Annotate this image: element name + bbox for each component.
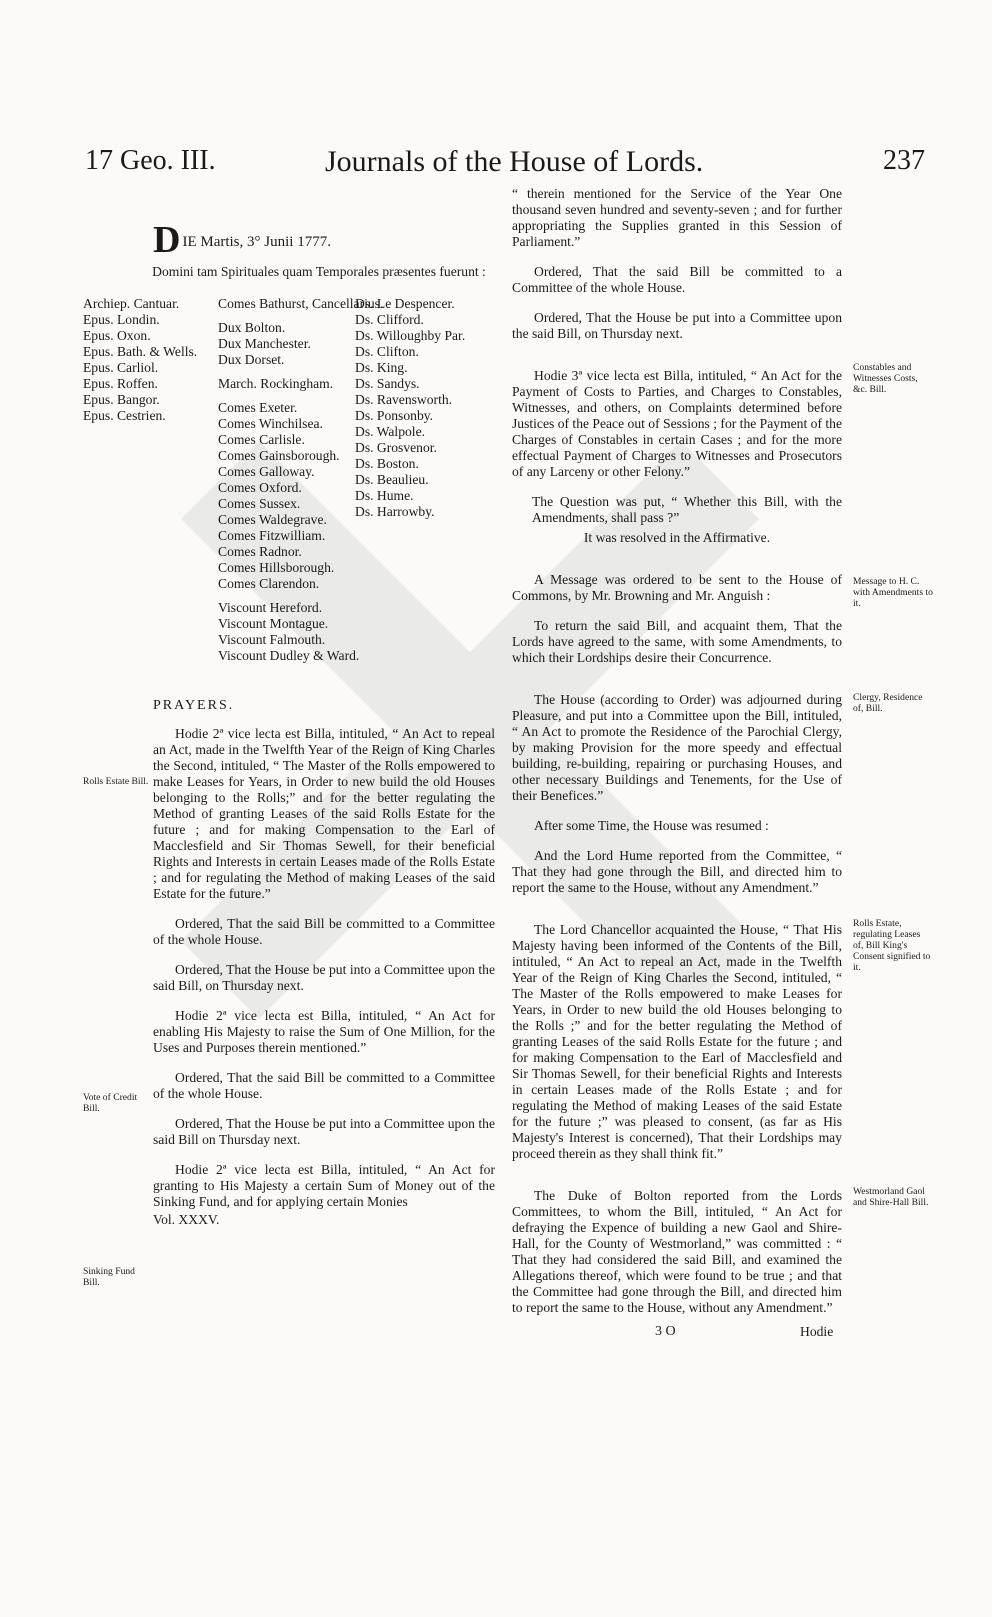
lord-name: Ds. Clifton. [355, 344, 419, 359]
catchword: Hodie [800, 1324, 834, 1339]
lord-name: Epus. Roffen. [83, 376, 158, 391]
credit-bill-entry: Hodie 2ª vice lecta est Billa, intituled, “ An Act for enabling His Majesty to raise the Sum of One Million, for the Uses and Purposes therein mentioned.” [153, 1008, 495, 1055]
margin-rolls-consent: Rolls Estate, regulating Leases of, Bill King's Consent signified to it. [853, 918, 931, 973]
lord-name: Comes Carlisle. [218, 432, 305, 447]
margin-constables: Constables and Witnesses Costs, &c. Bill. [853, 362, 918, 395]
lord-name: Ds. King. [355, 360, 408, 375]
constables-bill-entry: Hodie 3ª vice lecta est Billa, intituled, “ An Act for the Payment of Costs to Parties, and Charges to Constables, Witnesses, and others, on Complaints determined before Justices of the Peace out of Sessions ; for the Payment of the Charges of Constables in certain Cases ; and for the more effectual Payment of Charges to Witnesses and Prosecutors of any Larceny or other Felony.” [512, 368, 842, 479]
margin-rolls: Rolls Estate Bill. [83, 776, 149, 787]
lord-name: Epus. Bath. & Wells. [83, 344, 198, 359]
lord-name: March. Rockingham. [218, 376, 334, 391]
lord-name: Epus. Bangor. [83, 392, 160, 407]
margin-credit: Vote of Credit Bill. [83, 1092, 138, 1114]
question-put: The Question was put, “ Whether this Bill, with the Amendments, shall pass ?” [532, 494, 842, 525]
prayers-heading: PRAYERS. [153, 698, 235, 713]
lord-name: Epus. Carliol. [83, 360, 159, 375]
lord-name: Dux Bolton. [218, 320, 286, 335]
lord-name: Comes Waldegrave. [218, 512, 327, 527]
message-ordered: A Message was ordered to be sent to the House of Commons, by Mr. Browning and Mr. Anguish : [512, 572, 842, 603]
rolls-ordered-2: Ordered, That the House be put into a Committee upon the said Bill, on Thursday next. [153, 962, 495, 993]
lord-name: Epus. Cestrien. [83, 408, 166, 423]
page-number: 237 [883, 145, 925, 176]
lord-name: Ds. Ponsonby. [355, 408, 434, 423]
lord-name: Ds. Grosvenor. [355, 440, 437, 455]
lord-name: Comes Clarendon. [218, 576, 320, 591]
sinking-continuation: “ therein mentioned for the Service of the Year One thousand seven hundred and seventy-seven ; and for further appropriating the Supplies granted in this Session of Parliament.” [512, 186, 842, 249]
margin-sinking: Sinking Fund Bill. [83, 1266, 135, 1288]
lord-name: Comes Oxford. [218, 480, 302, 495]
lord-name: Viscount Montague. [218, 616, 329, 631]
lord-name: Epus. Londin. [83, 312, 160, 327]
margin-westmorland: Westmorland Gaol and Shire-Hall Bill. [853, 1186, 929, 1208]
lord-name: Ds. Le Despencer. [355, 296, 455, 311]
lord-name: Comes Radnor. [218, 544, 302, 559]
lord-name: Archiep. Cantuar. [83, 296, 180, 311]
right-column [512, 186, 842, 1330]
lords-col-barons [355, 296, 495, 520]
credit-ordered-1: Ordered, That the said Bill be committed to a Committee of the whole House. [153, 1070, 495, 1101]
date-text: IE Martis, 3° Junii 1777. [182, 234, 331, 250]
lord-name: Ds. Willoughby Par. [355, 328, 466, 343]
lords-col-spiritual [83, 296, 218, 424]
lord-name: Comes Galloway. [218, 464, 315, 479]
present-heading: Domini tam Spirituales quam Temporales præsentes fuerunt : [152, 264, 486, 279]
left-entries [153, 726, 495, 1228]
lord-name: Viscount Falmouth. [218, 632, 326, 647]
sinking-bill-entry: Hodie 2ª vice lecta est Billa, intituled, “ An Act for granting to His Majesty a certain Sum of Money out of the Sinking Fund, and for applying certain Monies [153, 1162, 495, 1209]
left-column [83, 219, 495, 1228]
lord-name: Comes Sussex. [218, 496, 301, 511]
lord-name: Dux Manchester. [218, 336, 311, 351]
page-header [85, 145, 925, 185]
lord-name: Comes Gainsborough. [218, 448, 340, 463]
resolved-affirmative: It was resolved in the Affirmative. [583, 530, 771, 545]
journal-title: Journals of the House of Lords. [325, 145, 704, 178]
lords-present-list [83, 296, 495, 686]
margin-message: Message to H. C. with Amendments to it. [853, 576, 933, 609]
credit-ordered-2: Ordered, That the House be put into a Committee upon the said Bill on Thursday next. [153, 1116, 495, 1147]
lord-name: Comes Winchilsea. [218, 416, 323, 431]
regnal-year: 17 Geo. III. [85, 145, 216, 176]
lord-name: Viscount Dudley & Ward. [218, 648, 360, 663]
house-resumed: After some Time, the House was resumed : [534, 818, 769, 833]
volume-signature: Vol. XXXV. [153, 1212, 220, 1227]
lord-name: Comes Hillsborough. [218, 560, 335, 575]
drop-cap: D [153, 219, 181, 261]
lord-name: Ds. Walpole. [355, 424, 426, 439]
return-bill: To return the said Bill, and acquaint them, That the Lords have agreed to the same, with some Amendments, to which their Lordships desire their Concurrence. [512, 618, 842, 665]
lord-name: Ds. Hume. [355, 488, 414, 503]
rolls-ordered-1: Ordered, That the said Bill be committed to a Committee of the whole House. [153, 916, 495, 947]
lord-name: Ds. Boston. [355, 456, 419, 471]
lord-name: Ds. Beaulieu. [355, 472, 429, 487]
lord-name: Comes Fitzwilliam. [218, 528, 326, 543]
margin-clergy: Clergy, Residence of, Bill. [853, 692, 923, 714]
date-line [153, 219, 495, 261]
lord-name: Comes Exeter. [218, 400, 298, 415]
bolton-report: The Duke of Bolton reported from the Lords Committees, to whom the Bill, intituled, “ An Act for defraying the Expence of building a new Gaol and Shire-Hall, for the County of Westmorland,” was committed : “ That they had considered the said Bill, and examined the Allegations thereof, which were found to be true ; and that the Committee had gone through the Bill, and directed him to report the same to the House, without any Amendment.” [512, 1188, 842, 1315]
lord-name: Ds. Harrowby. [355, 504, 435, 519]
sinking-ordered-2: Ordered, That the House be put into a Committee upon the said Bill, on Thursday next. [512, 310, 842, 341]
lord-name: Dux Dorset. [218, 352, 285, 367]
clergy-committee: The House (according to Order) was adjourned during Pleasure, and put into a Committee upon the Bill, intituled, “ An Act to promote the Residence of the Parochial Clergy, by making Provision for the more speedy and effectual building, re-building, repairing or purchasing Houses, and other necessary Buildings and Tenements, for the Use of their Benefices.” [512, 692, 842, 803]
lord-name: Ds. Clifford. [355, 312, 424, 327]
sinking-ordered-1: Ordered, That the said Bill be committed to a Committee of the whole House. [512, 264, 842, 295]
hume-report: And the Lord Hume reported from the Committee, “ That they had gone through the Bill, and directed him to report the same to the House, without any Amendment.” [512, 848, 842, 895]
lord-name: Epus. Oxon. [83, 328, 151, 343]
signature-mark: 3 O [655, 1324, 676, 1339]
rolls-bill-entry: Hodie 2ª vice lecta est Billa, intituled, “ An Act to repeal an Act, made in the Twelfth Year of the Reign of King Charles the Second, intituled, “ The Master of the Rolls empowered to make Leases for Years, in Order to new build the old Houses belonging to the Rolls;” and for the better regulating the Method of granting Leases of the said Rolls Estate for the future ; and for making Compensation to the Earl of Macclesfield and Sir Thomas Sewell, for their beneficial Rights and Interests in certain Leases made of the Rolls Estate ; and for regulating the Method of making Leases of the said Estate for the future.” [153, 726, 495, 901]
lord-name: Comes Bathurst, Cancellarius. [218, 296, 384, 311]
lord-name: Viscount Hereford. [218, 600, 323, 615]
chancellor-consent: The Lord Chancellor acquainted the House, “ That His Majesty having been informed of the Contents of the Bill, intituled, “ An Act to repeal an Act, made in the Twelfth Year of the Reign of King Charles the Second, intituled, “ The Master of the Rolls empowered to make Leases for Years, in Order to new build the old Houses belonging to the Rolls ;” and for the better regulating the Method of granting Leases of the said Rolls Estate for the future ; and for making Compensation to the Earl of Macclesfield and Sir Thomas Sewell, for their beneficial Rights and Interests in certain Leases made of the Rolls Estate ; and for regulating the Method of making Leases of the said Estate for the future ;” was pleased to consent, (as far as His Majesty's Interest is concerned), That their Lordships may proceed therein as they shall think fit.” [512, 922, 842, 1161]
lord-name: Ds. Ravensworth. [355, 392, 453, 407]
lord-name: Ds. Sandys. [355, 376, 420, 391]
